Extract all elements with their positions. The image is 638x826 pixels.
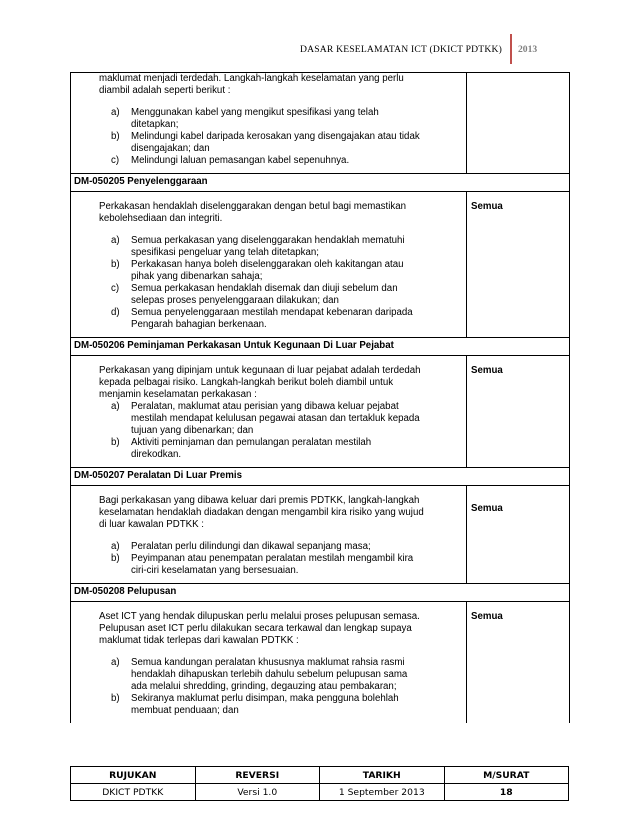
responsibility-cell: Semua — [467, 192, 570, 338]
list-item: c) Semua perkakasan hendaklah disemak dan diuji sebelum dan selepas proses penyelenggaraan dilakukan; dan — [111, 283, 398, 306]
footer-header-reversi: REVERSI — [195, 767, 320, 784]
section-list — [99, 235, 460, 331]
responsibility-cell: Semua — [467, 486, 570, 584]
section-header-row — [71, 338, 570, 356]
policy-table — [70, 72, 570, 723]
section-title: DM-050208 Pelupusan — [71, 584, 570, 602]
list-item: a) Semua perkakasan yang diselenggarakan hendaklah mematuhi spesifikasi pengeluar yang telah ditetapkan; — [111, 235, 405, 258]
list-item: b) Sekiranya maklumat perlu disimpan, maka pengguna bolehlah membuat penduaan; dan — [111, 693, 399, 716]
section-body — [71, 192, 467, 338]
header-divider — [510, 34, 512, 64]
section-header-row — [71, 468, 570, 486]
section-list — [99, 657, 460, 717]
footer-header-tarikh: TARIKH — [320, 767, 445, 784]
list-item: b) Peyimpanan atau penempatan peralatan mestilah mengambil kira ciri-ciri keselamatan yang bersesuaian. — [111, 553, 414, 576]
document-year: 2013 — [518, 44, 538, 55]
section-body — [71, 486, 467, 584]
footer-header-rujukan: RUJUKAN — [71, 767, 196, 784]
section-title: DM-050207 Peralatan Di Luar Premis — [71, 468, 570, 486]
section-title: DM-050206 Peminjaman Perkakasan Untuk Kegunaan Di Luar Pejabat — [71, 338, 570, 356]
page-number: 18 — [444, 784, 569, 801]
footer-date: 1 September 2013 — [320, 784, 445, 801]
table-row — [71, 192, 570, 338]
section-header-row — [71, 174, 570, 192]
list-item: a) Menggunakan kabel yang mengikut spesifikasi yang telah ditetapkan; — [111, 107, 379, 130]
list-item: b) Melindungi kabel daripada kerosakan yang disengajakan atau tidak disengajakan; dan — [111, 131, 420, 154]
continuation-body — [71, 73, 467, 174]
section-body — [71, 356, 467, 468]
document-title: DASAR KESELAMATAN ICT (DKICT PDTKK) — [299, 44, 502, 55]
list-item: a) Peralatan perlu dilindungi dan dikawal sepanjang masa; — [111, 541, 371, 552]
footer-reference: DKICT PDTKK — [71, 784, 196, 801]
page-header — [0, 34, 638, 64]
list-item: b) Perkakasan hanya boleh diselenggarakan oleh kakitangan atau pihak yang dibenarkan sahaja; — [111, 259, 404, 282]
list-item: a) Peralatan, maklumat atau perisian yang dibawa keluar pejabat mestilah mendapat kelulusan pegawai atasan dan tertakluk kepada tujuan yang dibenarkan; dan — [111, 401, 420, 436]
list-item: b) Aktiviti peminjaman dan pemulangan peralatan mestilah direkodkan. — [111, 437, 372, 460]
section-title: DM-050205 Penyelenggaraan — [71, 174, 570, 192]
footer-header-row — [71, 767, 569, 784]
table-row — [71, 356, 570, 468]
continuation-list — [99, 107, 460, 167]
list-item: d) Semua penyelenggaraan mestilah mendapat kebenaran daripada Pengarah bahagian berkenaan. — [111, 307, 413, 330]
section-paragraph: Aset ICT yang hendak dilupuskan perlu melalui proses pelupusan semasa. Pelupusan aset ICT perlu dilakukan secara terkawal dan lengkap supaya maklumat tidak terlepas dari kawalan PDTKK : — [99, 611, 420, 646]
table-row — [71, 486, 570, 584]
table-row — [71, 73, 570, 174]
footer-header-msurat: M/SURAT — [444, 767, 569, 784]
section-paragraph: Perkakasan hendaklah diselenggarakan dengan betul bagi memastikan kebolehsediaan dan integriti. — [99, 201, 406, 224]
section-header-row — [71, 584, 570, 602]
section-list — [99, 541, 460, 577]
responsibility-cell: Semua — [467, 356, 570, 468]
list-item: a) Semua kandungan peralatan khususnya maklumat rahsia rasmi hendaklah dihapuskan terlebih dahulu sebelum pelupusan sama ada melalui shredding, grinding, degauzing atau pembakaran; — [111, 657, 408, 692]
section-body — [71, 602, 467, 724]
table-row — [71, 602, 570, 724]
continuation-paragraph: maklumat menjadi terdedah. Langkah-langkah keselamatan yang perlu diambil adalah seperti berikut : — [99, 73, 404, 96]
footer-value-row — [71, 784, 569, 801]
section-paragraph: Perkakasan yang dipinjam untuk kegunaan di luar pejabat adalah terdedah kepada pelbagai risiko. Langkah-langkah berikut boleh diambil untuk menjamin keselamatan perkakasan : — [99, 365, 421, 400]
responsibility-cell: Semua — [467, 602, 570, 724]
list-item: c) Melindungi laluan pemasangan kabel sepenuhnya. — [111, 155, 350, 166]
section-list — [99, 401, 460, 461]
footer-version: Versi 1.0 — [195, 784, 320, 801]
section-paragraph: Bagi perkakasan yang dibawa keluar dari premis PDTKK, langkah-langkah keselamatan hendaklah diadakan dengan mengambil kira risiko yang wujud di luar kawalan PDTKK : — [99, 495, 424, 530]
footer-table — [70, 766, 569, 801]
responsibility-cell — [467, 73, 570, 174]
